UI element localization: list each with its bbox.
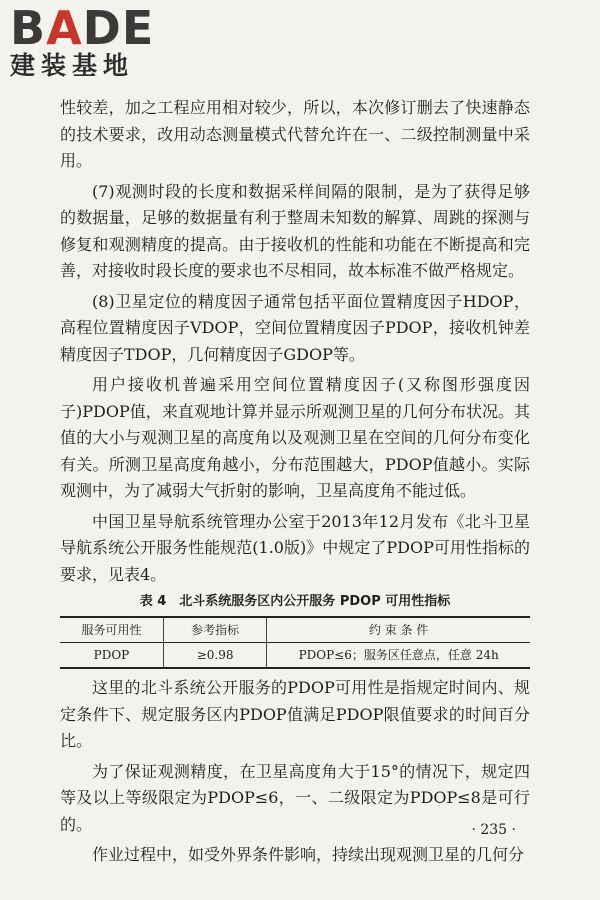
paragraph: (7)观测时段的长度和数据采样间隔的限制，是为了获得足够的数据量，足够的数据量有利于整周未知数的解算、周跳的探测与修复和观测精度的提高。由于接收机的性能和功能在不断提高和完善，对接收时段长度的要求也不尽相同，故本标准不做严格规定。 — [60, 181, 530, 280]
paragraph: 中国卫星导航系统管理办公室于2013年12月发布《北斗卫星导航系统公开服务性能规范(1.0版)》中规定了PDOP可用性指标的要求，见表4。 — [60, 511, 530, 584]
pdop-table — [60, 616, 530, 669]
table-header-row — [60, 617, 530, 643]
table-row — [60, 643, 530, 669]
paragraph: 为了保证观测精度，在卫星高度角大于15°的情况下，规定四等及以上等级限定为PDOP≤6，一、二级限定为PDOP≤8是可行的。 — [60, 761, 530, 834]
page-number: · 235 · — [471, 822, 516, 838]
table-cell: PDOP — [60, 643, 163, 669]
table-cell: PDOP≤6；服务区任意点，任意 24h — [267, 643, 530, 669]
paragraph: (8)卫星定位的精度因子通常包括平面位置精度因子HDOP，高程位置精度因子VDOP，空间位置精度因子PDOP，接收机钟差精度因子TDOP，几何精度因子GDOP等。 — [60, 291, 530, 364]
brand-logo — [10, 1, 180, 80]
paragraph: 作业过程中，如受外界条件影响，持续出现观测卫星的几何分 — [92, 845, 525, 864]
brand-logo-wordmark: BADE — [10, 1, 155, 55]
brand-logo-subtitle: 建装基地 — [10, 51, 135, 80]
table-header-cell: 约 束 条 件 — [267, 617, 530, 643]
paragraph: 用户接收机普遍采用空间位置精度因子(又称图形强度因子)PDOP值，来直观地计算并显示所观测卫星的几何分布状况。其值的大小与观测卫星的高度角以及观测卫星在空间的几何分布变化有关。所测卫星高度角越小，分布范围越大，PDOP值越小。实际观测中，为了减弱大气折射的影响，卫星高度角不能过低。 — [60, 375, 530, 500]
table-header-cell: 参考指标 — [163, 617, 266, 643]
paragraph: 这里的北斗系统公开服务的PDOP可用性是指规定时间内、规定条件下、规定服务区内PDOP值满足PDOP限值要求的时间百分比。 — [60, 678, 530, 750]
table-header-cell: 服务可用性 — [60, 617, 163, 643]
table-cell: ≥0.98 — [163, 643, 266, 669]
page-body — [60, 95, 530, 873]
table-caption: 表 4 北斗系统服务区内公开服务 PDOP 可用性指标 — [139, 594, 451, 609]
paragraph: 性较差，加之工程应用相对较少，所以，本次修订删去了快速静态的技术要求，改用动态测量模式代替允许在一、二级控制测量中采用。 — [60, 98, 530, 170]
